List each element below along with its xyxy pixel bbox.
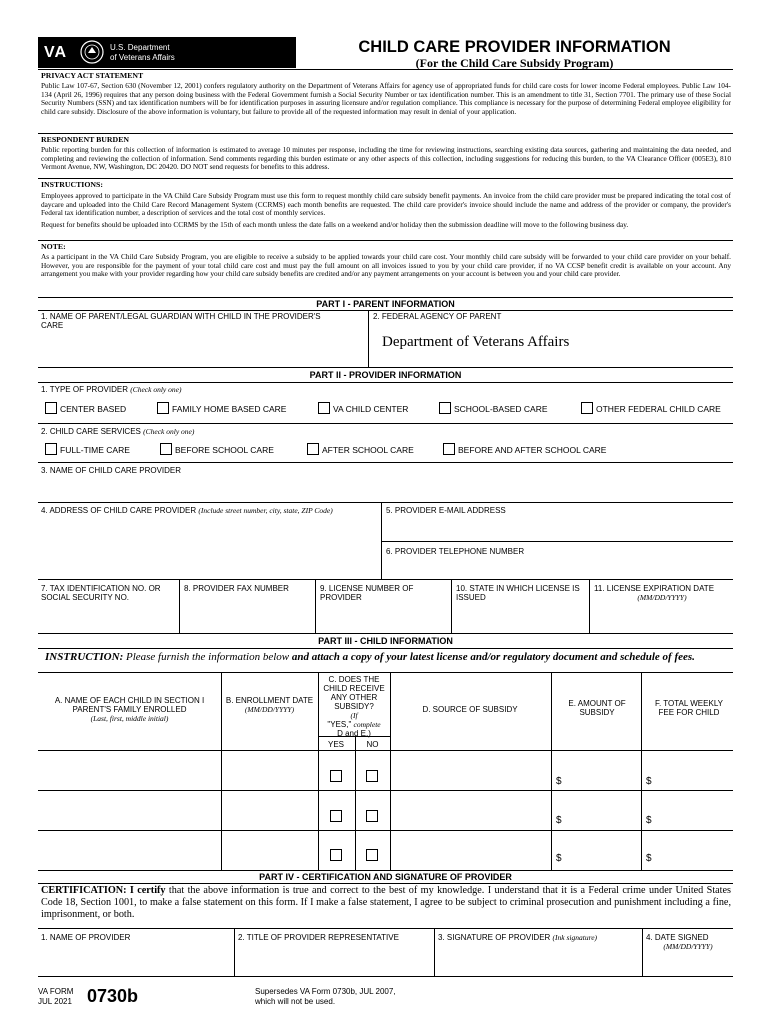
rule <box>38 178 733 179</box>
sig-text: 3. SIGNATURE OF PROVIDER <box>438 933 551 942</box>
other-federal-label: OTHER FEDERAL CHILD CARE <box>596 404 721 414</box>
va-logo-text: VA <box>44 44 68 61</box>
note-body: As a participant in the VA Child Care Subsidy Program, you are eligible to receive a subsidy to be applied towards your child care cost. Your monthly child care subsidy will be forwarded to your child care provider on your behalf. However, you are responsible for the payment of your total child care cost and must pay the full amount on all invoices issued to you by your child care provider, if no VA CCSP benefit credit is available on your account. Any arrangement you make with your provider regarding how your child care subsidy benefits are credited and/or any payment arrangements on your account is between you and your child care provider. <box>41 252 731 279</box>
before-after-school-checkbox[interactable] <box>443 443 455 455</box>
row1-amount-currency: $ <box>556 776 562 787</box>
col-no: NO <box>366 740 379 749</box>
col-weekly-fee: F. TOTAL WEEKLY FEE FOR CHILD <box>654 699 724 717</box>
rule <box>38 502 733 503</box>
provider-email-label[interactable]: 5. PROVIDER E-MAIL ADDRESS <box>386 506 506 515</box>
center-based-checkbox[interactable] <box>45 402 57 414</box>
cert-body: that the above information is true and correct to the best of my knowledge. I understand that it is a Federal crime under United States Code 18, Section 1001, to make a false statement on this form. If I make a false statement, I agree to be subject to criminal prosecution and punishment including a fine, imprisonment, or both. <box>41 885 731 920</box>
va-child-center-checkbox[interactable] <box>318 402 330 414</box>
federal-agency-label: 2. FEDERAL AGENCY OF PARENT <box>373 312 502 321</box>
footer-form-label: VA FORM <box>38 987 74 996</box>
date-hint: (MM/DD/YYYY) <box>663 942 713 951</box>
exp-text: 11. LICENSE EXPIRATION DATE <box>594 584 715 593</box>
services-hint: (Check only one) <box>143 427 195 436</box>
privacy-body: Public Law 107-67, Section 630 (November 12, 2001) confers regulatory authority on the Department of Veterans Affairs for agency use of appropriated funds for child care costs for lower income Federal employees. Public Law 104-134 (April 26, 1996) requires that any person doing business with the Federal Government furnish a Social Security Number or tax identification number. This is an amendment to title 31, Section 7701. The primary use of these Social Security Numbers (SSN) and tax identification numbers will be for identification purposes in assuring licensure and/or regulation compliance. This compliance is necessary for the purpose of determining Federal employee eligibility for child care subsidy. Disclosure of the above information is voluntary, but failure to provide all of the requested information may result in denial of your application. <box>41 81 731 116</box>
burden-heading: RESPONDENT BURDEN <box>41 135 130 144</box>
col-c-de: D and E.) <box>337 729 371 738</box>
part3-instruction <box>45 651 735 663</box>
address-text: 4. ADDRESS OF CHILD CARE PROVIDER <box>41 506 197 515</box>
col-c-if-row <box>319 711 389 720</box>
license-expiration-label[interactable] <box>591 582 733 632</box>
dept-name-line2: of Veterans Affairs <box>110 53 175 62</box>
form-subtitle: (For the Child Care Subsidy Program) <box>415 56 614 70</box>
rule <box>381 541 733 542</box>
before-school-label: BEFORE SCHOOL CARE <box>175 445 274 455</box>
rule <box>38 423 733 424</box>
services-label <box>38 425 438 438</box>
va-seal-icon <box>80 40 104 69</box>
col-yes: YES <box>327 740 344 749</box>
rule <box>38 928 733 929</box>
services-text: 2. CHILD CARE SERVICES <box>41 427 141 436</box>
col-a-text: A. NAME OF EACH CHILD IN SECTION I PARENT'S FAMILY ENROLLED <box>54 696 205 714</box>
col-a-hint: (Last, first, middle initial) <box>90 714 169 723</box>
instruction-italic: Please furnish the information below <box>125 651 290 663</box>
footer-form-number: 0730b <box>87 986 139 1006</box>
instructions-body-1: Employees approved to participate in the VA Child Care Subsidy Program must use this form to request monthly child care subsidy benefit payments. An invoice from the child care provider must be prepared indicating the total cost of daycare and uploaded into the Child Care Record Management System (CCRMS) each month benefits are requested. The child care provider's invoice should include the name and address of the provider or company, the provider's Federal tax identification number, a description of services and the total cost of monthly services. <box>41 191 731 218</box>
license-number-label[interactable]: 9. LICENSE NUMBER OF PROVIDER <box>320 584 414 602</box>
row1-yes-checkbox[interactable] <box>330 770 342 782</box>
row3-yes-checkbox[interactable] <box>330 849 342 861</box>
col-c-yes-row <box>319 720 389 729</box>
tax-id-label[interactable]: 7. TAX IDENTIFICATION NO. OR SOCIAL SECURITY NO. <box>41 584 161 602</box>
full-time-checkbox[interactable] <box>45 443 57 455</box>
row2-no-checkbox[interactable] <box>366 810 378 822</box>
rule <box>38 133 733 134</box>
rule <box>38 976 733 977</box>
before-after-school-label: BEFORE AND AFTER SCHOOL CARE <box>458 445 607 455</box>
rule <box>38 672 733 673</box>
sig-signature-label[interactable] <box>435 931 640 976</box>
divider <box>315 579 316 633</box>
center-based-label: CENTER BASED <box>60 404 127 414</box>
parent-name-label: 1. NAME OF PARENT/LEGAL GUARDIAN WITH CHILD IN THE PROVIDER'S CARE <box>41 312 321 330</box>
part2-heading: PART II - PROVIDER INFORMATION <box>38 367 733 383</box>
col-b-hint: (MM/DD/YYYY) <box>244 705 295 714</box>
rule <box>38 830 733 831</box>
provider-type-hint: (Check only one) <box>130 385 182 394</box>
row3-amount-currency: $ <box>556 853 562 864</box>
divider <box>641 672 642 870</box>
sig-date-label[interactable] <box>643 931 733 976</box>
form-title: CHILD CARE PROVIDER INFORMATION <box>358 38 671 56</box>
burden-body: Public reporting burden for this collection of information is estimated to average 10 minutes per response, including the time for reviewing instructions, searching existing data sources, gathering and maintaining the data needed, and completing and reviewing the collection of information. Send comments regarding this burden estimate or any other aspects of this collection, including suggestions for reducing this burden, to the VA Clearance Officer (005E3), 810 Vermont Avenue, NW, Washington, DC 20420. DO NOT send requests for benefits to this address. <box>41 145 731 172</box>
va-logo-block <box>38 37 296 68</box>
rule <box>38 240 733 241</box>
note-heading: NOTE: <box>41 242 66 251</box>
sig-title-label[interactable]: 2. TITLE OF PROVIDER REPRESENTATIVE <box>238 933 399 942</box>
va-child-center-label: VA CHILD CENTER <box>333 404 409 414</box>
instruction-bold: and attach a copy of your latest license and/or regulatory document and schedule of fees. <box>291 651 695 663</box>
part3-heading: PART III - CHILD INFORMATION <box>38 633 733 649</box>
col-child-name <box>38 694 221 725</box>
row2-fee-currency: $ <box>646 815 652 826</box>
divider <box>390 672 391 870</box>
divider <box>355 736 356 870</box>
row1-no-checkbox[interactable] <box>366 770 378 782</box>
dept-name-line1: U.S. Department <box>110 43 170 52</box>
col-source: D. SOURCE OF SUBSIDY <box>422 705 518 714</box>
provider-type-text: 1. TYPE OF PROVIDER <box>41 385 128 394</box>
certification-text <box>41 885 731 921</box>
col-c-complete: complete <box>353 720 381 729</box>
sig-hint: (Ink signature) <box>552 933 598 942</box>
row3-no-checkbox[interactable] <box>366 849 378 861</box>
col-b-text: B. ENROLLMENT DATE <box>225 696 314 705</box>
after-school-checkbox[interactable] <box>307 443 319 455</box>
rule <box>38 579 733 580</box>
family-home-checkbox[interactable] <box>157 402 169 414</box>
col-enrollment <box>222 694 317 716</box>
col-other-subsidy <box>318 674 390 739</box>
col-amount: E. AMOUNT OF SUBSIDY <box>568 699 626 717</box>
divider <box>451 579 452 633</box>
full-time-label: FULL-TIME CARE <box>60 445 130 455</box>
provider-address-label[interactable] <box>38 504 380 580</box>
address-hint: (Include street number, city, state, ZIP Code) <box>198 506 333 515</box>
exp-hint: (MM/DD/YYYY) <box>637 593 687 602</box>
fax-label[interactable]: 8. PROVIDER FAX NUMBER <box>184 584 289 593</box>
provider-phone-label[interactable]: 6. PROVIDER TELEPHONE NUMBER <box>386 547 525 556</box>
provider-name-label[interactable]: 3. NAME OF CHILD CARE PROVIDER <box>41 466 182 475</box>
license-state-label[interactable]: 10. STATE IN WHICH LICENSE IS ISSUED <box>456 584 580 602</box>
sig-provider-name-label[interactable]: 1. NAME OF PROVIDER <box>41 933 131 942</box>
part1-heading: PART I - PARENT INFORMATION <box>38 297 733 311</box>
divider <box>589 579 590 633</box>
col-c-text: C. DOES THE CHILD RECEIVE ANY OTHER SUBSIDY? <box>323 675 385 711</box>
provider-type-label <box>38 383 438 396</box>
after-school-label: AFTER SCHOOL CARE <box>322 445 414 455</box>
col-c-if: (If <box>350 711 358 720</box>
part4-heading: PART IV - CERTIFICATION AND SIGNATURE OF PROVIDER <box>38 870 733 884</box>
rule <box>38 790 733 791</box>
cert-lead: CERTIFICATION: I certify <box>41 885 166 896</box>
family-home-label: FAMILY HOME BASED CARE <box>172 404 287 414</box>
other-federal-checkbox[interactable] <box>581 402 593 414</box>
privacy-heading: PRIVACY ACT STATEMENT <box>41 71 144 80</box>
footer-supersedes-2: which will not be used. <box>255 997 336 1006</box>
date-text: 4. DATE SIGNED <box>646 933 709 942</box>
rule <box>38 750 733 751</box>
school-based-checkbox[interactable] <box>439 402 451 414</box>
col-c-yes: "YES," <box>327 720 352 729</box>
federal-agency-value[interactable]: Department of Veterans Affairs <box>382 334 570 350</box>
school-based-label: SCHOOL-BASED CARE <box>454 404 548 414</box>
before-school-checkbox[interactable] <box>160 443 172 455</box>
row2-amount-currency: $ <box>556 815 562 826</box>
instructions-heading: INSTRUCTIONS: <box>41 180 103 189</box>
instruction-lead: INSTRUCTION: <box>45 651 124 663</box>
instructions-body-2: Request for benefits should be uploaded into CCRMS by the 15th of each month unless the date falls on a weekend and/or holiday then the submission deadline will move to the following business day. <box>41 220 629 229</box>
footer-form-date: JUL 2021 <box>38 997 72 1006</box>
divider <box>368 310 369 367</box>
row3-fee-currency: $ <box>646 853 652 864</box>
rule <box>38 462 733 463</box>
rule <box>318 736 390 737</box>
divider <box>551 672 552 870</box>
row2-yes-checkbox[interactable] <box>330 810 342 822</box>
divider <box>179 579 180 633</box>
row1-fee-currency: $ <box>646 776 652 787</box>
header-rule <box>38 69 733 70</box>
footer-supersedes-1: Supersedes VA Form 0730b, JUL 2007, <box>255 987 396 996</box>
